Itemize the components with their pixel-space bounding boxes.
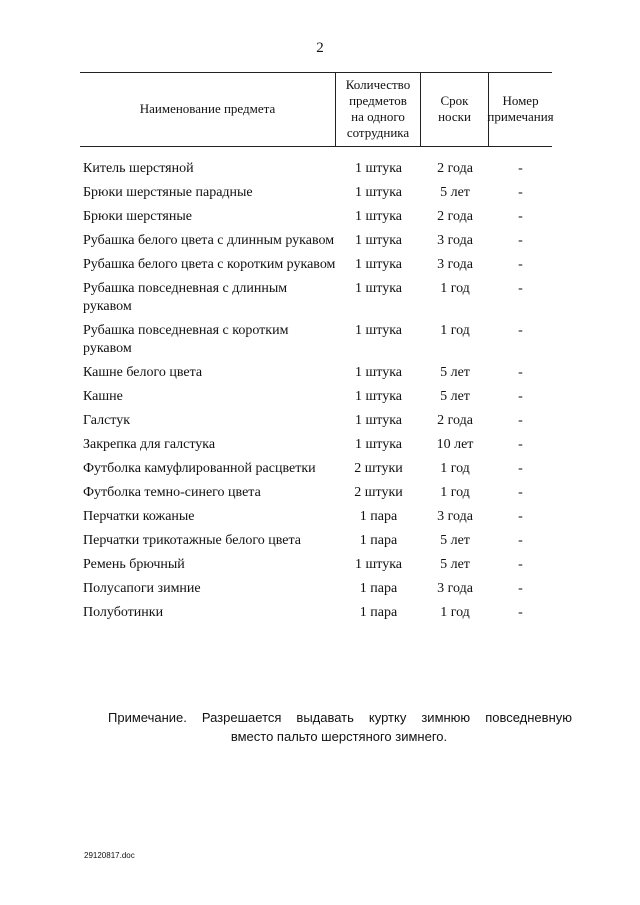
item-name: Перчатки кожаные [83,509,195,524]
item-name: Рубашка повседневная с коротким рукавом [83,323,289,356]
item-quantity: 1 штука [354,413,403,428]
table-row [80,412,552,430]
item-note-number: - [518,413,523,428]
item-name: Полусапоги зимние [83,581,201,596]
item-quantity: 1 пара [359,605,398,620]
item-wear-term: 3 года [437,581,473,596]
item-name: Закрепка для галстука [83,437,216,452]
item-quantity: 1 пара [359,581,398,596]
item-name: Китель шерстяной [83,161,194,176]
item-quantity: 1 пара [359,509,398,524]
item-wear-term: 2 года [437,161,473,176]
table-row [80,484,552,502]
footnote [108,708,572,746]
table-row [80,256,552,274]
item-name: Полуботинки [83,605,164,620]
header-note-number: Номер примечания [487,93,554,124]
table-row [80,322,552,358]
item-name: Ремень брючный [83,557,185,572]
header-quantity: Количество предметов на одного сотрудника [345,77,411,140]
item-wear-term: 5 лет [440,389,470,404]
item-note-number: - [518,437,523,452]
table-row [80,208,552,226]
item-wear-term: 5 лет [440,557,470,572]
item-quantity: 1 штука [354,209,403,224]
item-note-number: - [518,557,523,572]
item-note-number: - [518,257,523,272]
item-quantity: 1 штука [354,233,403,248]
item-note-number: - [518,233,523,248]
table-row [80,436,552,454]
table-row [80,364,552,382]
item-wear-term: 1 год [440,281,470,296]
footnote-line-2: вместо пальто шерстяного зимнего. [230,729,448,744]
table-row [80,160,552,178]
item-name: Кашне [83,389,123,404]
item-wear-term: 2 года [437,209,473,224]
page-number: 2 [316,40,324,56]
item-quantity: 1 штука [354,257,403,272]
item-wear-term: 5 лет [440,185,470,200]
item-quantity: 1 штука [354,365,403,380]
item-wear-term: 1 год [440,461,470,476]
item-wear-term: 3 года [437,257,473,272]
item-note-number: - [518,185,523,200]
item-name: Перчатки трикотажные белого цвета [83,533,302,548]
item-quantity: 2 штуки [354,485,403,500]
item-note-number: - [518,485,523,500]
item-wear-term: 5 лет [440,533,470,548]
table-row [80,184,552,202]
item-note-number: - [518,509,523,524]
item-note-number: - [518,161,523,176]
item-name: Футболка камуфлированной расцветки [83,461,316,476]
table-row [80,604,552,622]
item-quantity: 1 штука [354,185,403,200]
item-wear-term: 1 год [440,323,470,338]
item-quantity: 1 штука [354,437,403,452]
item-quantity: 1 пара [359,533,398,548]
item-wear-term: 1 год [440,485,470,500]
table-body [80,160,552,622]
table-header-rule [80,146,552,147]
item-wear-term: 10 лет [436,437,474,452]
item-name: Рубашка белого цвета с коротким рукавом [83,257,336,272]
item-note-number: - [518,323,523,338]
item-quantity: 1 штука [354,323,403,338]
item-wear-term: 1 год [440,605,470,620]
item-name: Кашне белого цвета [83,365,203,380]
item-note-number: - [518,605,523,620]
table-row [80,556,552,574]
table-row [80,580,552,598]
item-note-number: - [518,581,523,596]
item-quantity: 1 штука [354,557,403,572]
item-wear-term: 2 года [437,413,473,428]
item-quantity: 2 штуки [354,461,403,476]
item-wear-term: 5 лет [440,365,470,380]
item-wear-term: 3 года [437,509,473,524]
item-name: Брюки шерстяные парадные [83,185,253,200]
item-wear-term: 3 года [437,233,473,248]
header-wear-term: Срок носки [438,93,471,124]
item-note-number: - [518,281,523,296]
item-quantity: 1 штука [354,281,403,296]
header-item-name: Наименование предмета [139,101,276,116]
item-note-number: - [518,365,523,380]
item-note-number: - [518,389,523,404]
item-quantity: 1 штука [354,389,403,404]
item-note-number: - [518,461,523,476]
table-row [80,460,552,478]
table-row [80,532,552,550]
item-name: Футболка темно-синего цвета [83,485,261,500]
item-name: Брюки шерстяные [83,209,192,224]
table-row [80,280,552,316]
document-filename: 29120817.doc [84,851,135,860]
item-note-number: - [518,533,523,548]
item-note-number: - [518,209,523,224]
item-name: Рубашка белого цвета с длинным рукавом [83,233,335,248]
item-name: Галстук [83,413,131,428]
item-quantity: 1 штука [354,161,403,176]
footnote-line-1: Примечание. Разрешается выдавать куртку зимнюю повседневную [108,710,572,725]
item-name: Рубашка повседневная с длинным рукавом [83,281,288,314]
table-row [80,232,552,250]
table-row [80,388,552,406]
table-row [80,508,552,526]
